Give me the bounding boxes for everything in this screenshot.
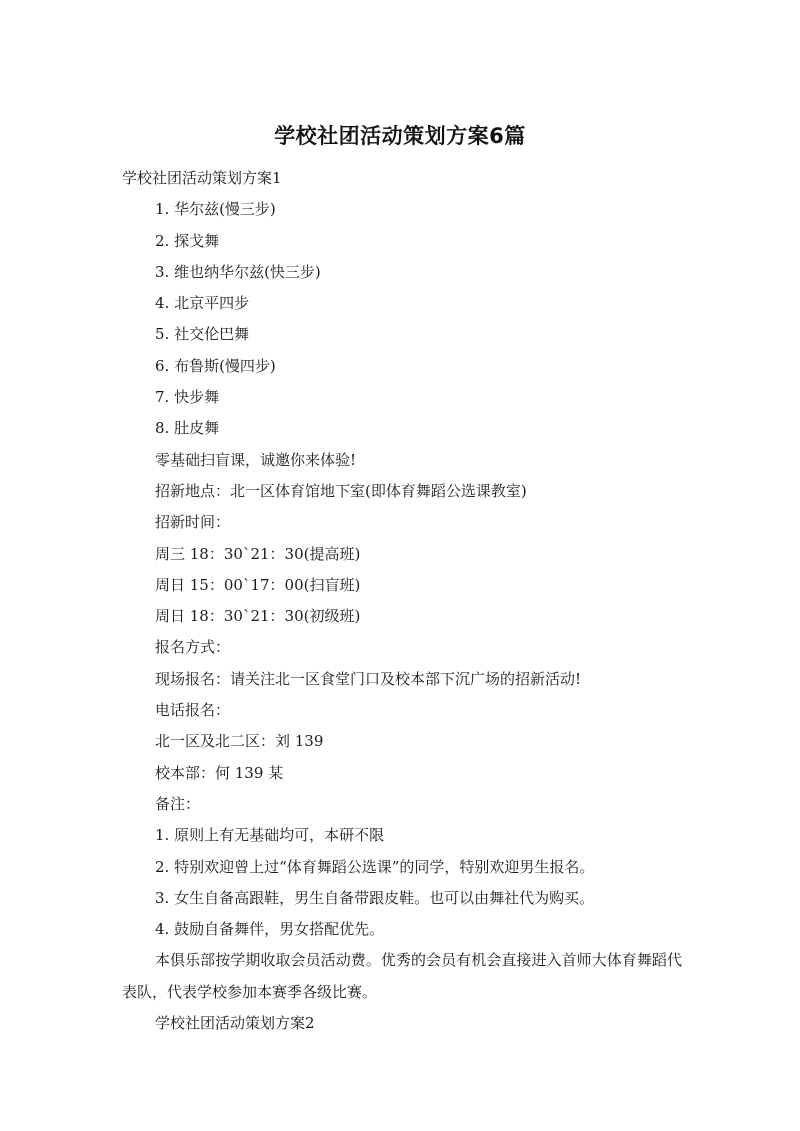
body-line: 3. 维也纳华尔兹(快三步) bbox=[155, 262, 321, 281]
body-line: 2. 特别欢迎曾上过“体育舞蹈公选课”的同学，特别欢迎男生报名。 bbox=[155, 857, 595, 876]
body-line: 4. 北京平四步 bbox=[155, 294, 250, 313]
body-line: 北一区及北二区：刘 139 bbox=[155, 732, 324, 751]
body-line: 招新时间： bbox=[155, 513, 231, 532]
body-line: 招新地点：北一区体育馆地下室(即体育舞蹈公选课教室) bbox=[155, 481, 527, 500]
body-line: 6. 布鲁斯(慢四步) bbox=[155, 356, 276, 375]
body-line: 2. 探戈舞 bbox=[155, 231, 220, 250]
body-line: 1. 华尔兹(慢三步) bbox=[155, 200, 276, 219]
body-line: 周日 15：00`17：00(扫盲班) bbox=[155, 575, 361, 594]
body-line: 校本部：何 139 某 bbox=[155, 763, 284, 782]
body-line: 零基础扫盲课，诚邀你来体验! bbox=[155, 450, 357, 469]
membership-paragraph: 本俱乐部按学期收取会员活动费。优秀的会员有机会直接进入首师大体育舞蹈代表队，代表学校参加本赛季各级比赛。 bbox=[122, 951, 682, 1001]
body-line: 报名方式： bbox=[155, 638, 231, 657]
body-lines bbox=[122, 163, 682, 945]
body-line: 7. 快步舞 bbox=[155, 388, 220, 407]
body-line: 4. 鼓励自备舞伴，男女搭配优先。 bbox=[155, 920, 385, 939]
next-section-heading: 学校社团活动策划方案2 bbox=[155, 1014, 315, 1033]
body-line: 8. 肚皮舞 bbox=[155, 419, 220, 438]
body-line: 3. 女生自备高跟鞋，男生自备带跟皮鞋。也可以由舞社代为购买。 bbox=[155, 888, 595, 907]
body-line: 5. 社交伦巴舞 bbox=[155, 325, 250, 344]
document-title: 学校社团活动策划方案6篇 bbox=[274, 124, 526, 148]
body-line: 现场报名：请关注北一区食堂门口及校本部下沉广场的招新活动! bbox=[155, 669, 582, 688]
body-line: 1. 原则上有无基础均可，本研不限 bbox=[155, 826, 385, 845]
section-heading: 学校社团活动策划方案1 bbox=[122, 169, 282, 187]
body-line: 电话报名： bbox=[155, 701, 231, 720]
body-line: 周三 18：30`21：30(提高班) bbox=[155, 544, 361, 563]
document-body bbox=[122, 163, 682, 1039]
body-line: 备注： bbox=[155, 794, 201, 813]
body-line: 周日 18：30`21：30(初级班) bbox=[155, 607, 361, 626]
